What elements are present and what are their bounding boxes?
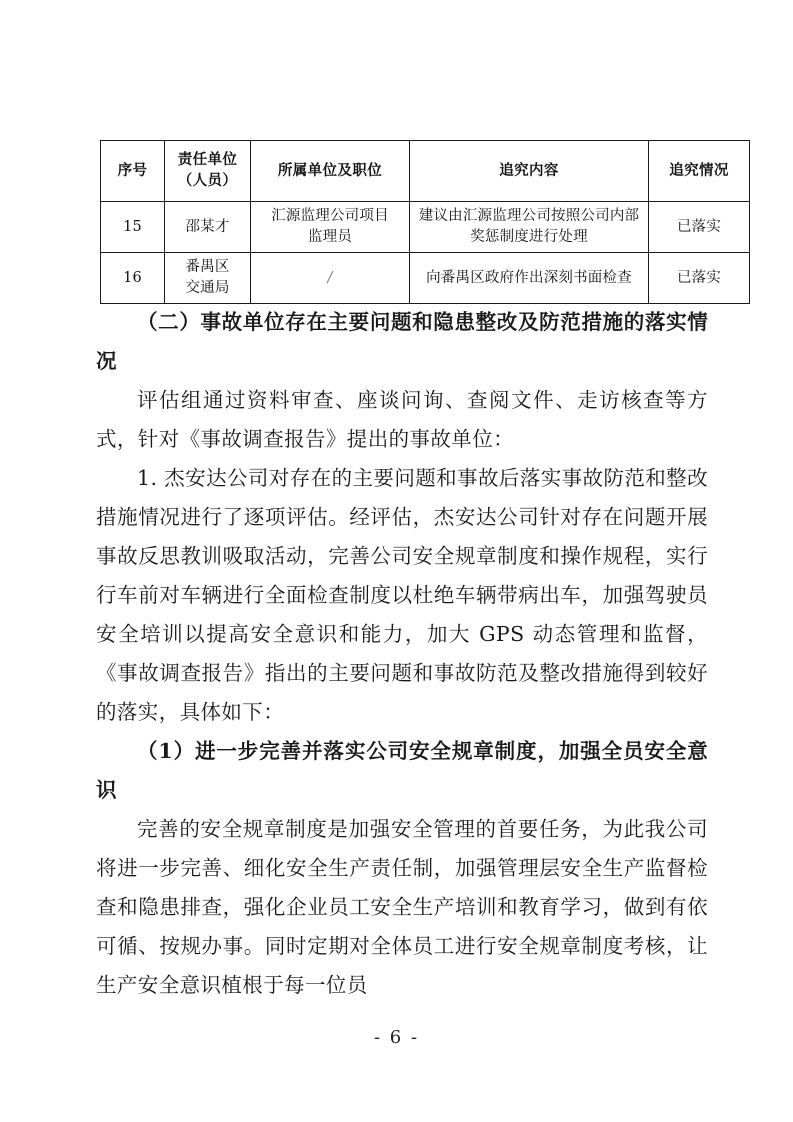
- table-header-row: [101, 141, 750, 202]
- paragraph-item-1: 1. 杰安达公司对存在的主要问题和事故后落实事故防范和整改措施情况进行了逐项评估。经评估，杰安达公司针对存在问题开展事故反思教训吸取活动，完善公司安全规章制度和操作规程，实行行车前对车辆进行全面检查制度以杜绝车辆带病出车，加强驾驶员安全培训以提高安全意识和能力，加大 GPS 动态管理和监督，《事故调查报告》指出的主要问题和事故防范及整改措施得到较好的落实，具体如下：: [96, 466, 708, 724]
- accountability-table: [100, 140, 750, 304]
- cell-content-line2: 奖惩制度进行处理: [470, 229, 588, 245]
- table-row: [101, 253, 750, 304]
- cell-unit-line2: 交通局: [185, 280, 230, 296]
- section-heading-2: （二）事故单位存在主要问题和隐患整改及防范措施的落实情况: [96, 310, 708, 373]
- table-row: [101, 202, 750, 253]
- cell-status: 已落实: [649, 202, 750, 253]
- cell-post-line2: 监理员: [307, 229, 353, 245]
- table-header-post: 所属单位及职位: [251, 141, 410, 202]
- table-header: [101, 141, 750, 202]
- document-body: [96, 303, 708, 1005]
- cell-unit-line1: 邵某才: [185, 218, 230, 235]
- cell-content-line1: 建议由汇源监理公司按照公司内部: [418, 208, 640, 225]
- paragraph-subsection-1-body: 完善的安全规章制度是加强安全管理的首要任务，为此我公司将进一步完善、细化安全生产责任制，加强管理层安全生产监督检查和隐患排查，强化企业员工安全生产培训和教育学习，做到有依可循、按规办事。同时定期对全体员工进行安全规章制度考核，让生产安全意识植根于每一位员: [96, 817, 708, 997]
- table-body: [101, 202, 750, 304]
- cell-seq: 16: [101, 253, 165, 304]
- paragraph-intro: 评估组通过资料审查、座谈问询、查阅文件、走访核查等方式，针对《事故调查报告》提出的事故单位：: [96, 388, 708, 451]
- cell-content: 向番禺区政府作出深刻书面检查: [410, 253, 649, 304]
- table-header-content: 追究内容: [410, 141, 649, 202]
- cell-unit-line1: 番禺区: [185, 259, 230, 276]
- cell-post: [251, 202, 410, 253]
- subsection-heading-1: （1）进一步完善并落实公司安全规章制度，加强全员安全意识: [96, 739, 708, 802]
- page-number: - 6 -: [373, 1027, 420, 1048]
- table-header-unit-line1: 责任单位: [177, 151, 238, 169]
- cell-post: /: [251, 253, 410, 304]
- cell-seq: 15: [101, 202, 165, 253]
- cell-status: 已落实: [649, 253, 750, 304]
- accountability-table-container: [100, 140, 729, 304]
- table-header-status: 追究情况: [649, 141, 750, 202]
- cell-post-line1: 汇源监理公司项目: [271, 208, 389, 225]
- cell-unit: [165, 253, 251, 304]
- table-header-seq: 序号: [101, 141, 165, 202]
- cell-content: [410, 202, 649, 253]
- table-header-unit-line2: （人员）: [177, 172, 238, 189]
- cell-unit: [165, 202, 251, 253]
- table-header-unit: [165, 141, 251, 202]
